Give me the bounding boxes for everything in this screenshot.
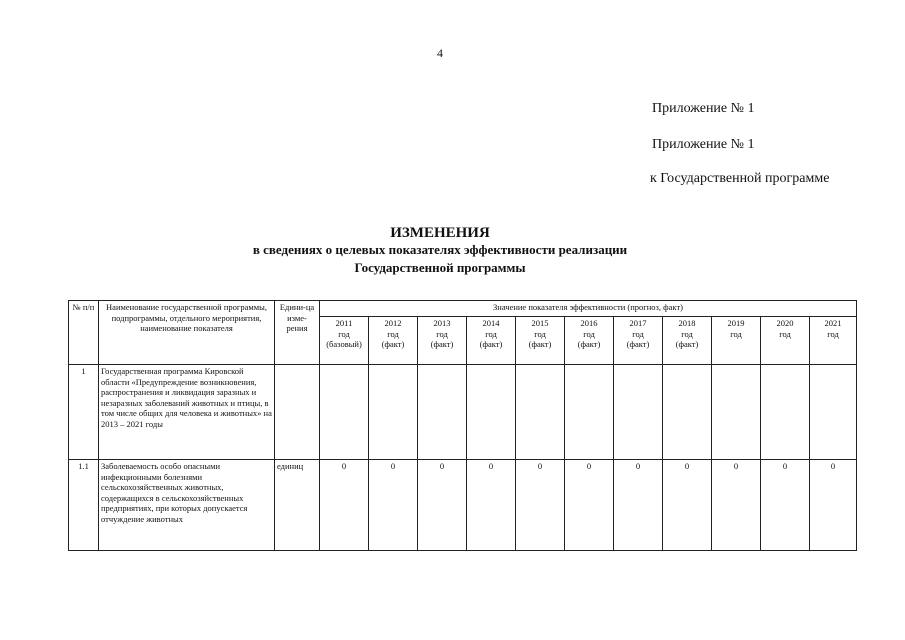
header-year-year: 2013 [433,318,451,328]
row-value [761,365,810,460]
row-value: 0 [369,460,418,551]
row-value [516,365,565,460]
header-year-2015 [516,317,565,365]
header-num: № п/п [69,301,99,365]
header-year-year: 2016 [580,318,598,328]
annex-line-3: к Государственной программе [650,171,830,186]
header-values-group: Значение показателя эффективности (прогноз, факт) [320,301,857,317]
header-year-sub2: (факт) [479,339,503,349]
header-year-2017 [614,317,663,365]
header-year-sub1: год [632,328,644,339]
header-year-year: 2014 [482,318,500,328]
header-year-sub1: год [485,328,497,339]
indicators-table [68,300,857,551]
header-year-sub1: год [387,328,399,339]
row-value: 0 [467,460,516,551]
header-year-sub1: год [779,328,791,339]
row-name: Государственная программа Кировской области «Предупреждение возникновения, распространения и ликвидация заразных и незаразных заболеваний животных и птицы, в том числе общих для человека и животных» на 2013 – 2021 годы [99,365,275,460]
row-name: Заболеваемость особо опасными инфекционными болезнями сельскохозяйственных животных, содержащихся в сельскохозяйственных предприятиях, при которых допускается отчуждение животных [99,460,275,551]
header-year-sub1: год [681,328,693,339]
row-value [810,365,857,460]
row-value: 0 [565,460,614,551]
header-year-sub2: (факт) [381,339,405,349]
header-year-sub1: год [730,328,742,339]
row-value: 0 [663,460,712,551]
row-value: 0 [810,460,857,551]
table-row [69,365,857,460]
row-value: 0 [516,460,565,551]
header-year-sub2: (факт) [675,339,699,349]
header-year-2013 [418,317,467,365]
row-value: 0 [614,460,663,551]
row-number: 1 [69,365,99,460]
annex-line-1: Приложение № 1 [652,101,755,116]
header-unit: Едини-ца изме-рения [275,301,320,365]
header-year-2019 [712,317,761,365]
document-subtitle-2: Государственной программы [354,260,526,275]
header-year-sub1: год [534,328,546,339]
header-year-year: 2012 [384,318,402,328]
header-year-2011 [320,317,369,365]
header-year-2016 [565,317,614,365]
header-year-year: 2011 [335,318,353,328]
row-number: 1.1 [69,460,99,551]
document-subtitle-1: в сведениях о целевых показателях эффективности реализации [252,242,628,257]
row-unit: единиц [275,460,320,551]
header-name: Наименование государственной программы, подпрограммы, отдельного мероприятия, наименование показателя [99,301,275,365]
row-value: 0 [712,460,761,551]
header-year-sub2: (факт) [528,339,552,349]
row-value [712,365,761,460]
header-year-year: 2020 [776,318,794,328]
header-year-2012 [369,317,418,365]
table-row [69,460,857,551]
header-year-sub1: год [583,328,595,339]
header-year-year: 2021 [824,318,842,328]
header-year-sub1: год [338,328,350,339]
row-unit [275,365,320,460]
row-value [467,365,516,460]
header-year-sub1: год [827,328,839,339]
document-title: ИЗМЕНЕНИЯ [390,225,490,241]
header-year-year: 2018 [678,318,696,328]
header-year-year: 2019 [727,318,745,328]
header-year-2020 [761,317,810,365]
row-value [320,365,369,460]
annex-line-2: Приложение № 1 [652,137,755,152]
row-value [663,365,712,460]
header-year-sub2: (факт) [577,339,601,349]
row-value: 0 [418,460,467,551]
row-value [418,365,467,460]
header-year-2018 [663,317,712,365]
header-year-sub2: (факт) [626,339,650,349]
header-year-sub2: (факт) [430,339,454,349]
row-value [614,365,663,460]
header-year-2014 [467,317,516,365]
header-year-year: 2015 [531,318,549,328]
page-number: 4 [437,46,443,60]
header-year-sub2: (базовый) [326,339,362,349]
header-year-year: 2017 [629,318,647,328]
row-value [565,365,614,460]
header-year-2021 [810,317,857,365]
row-value [369,365,418,460]
header-year-sub1: год [436,328,448,339]
row-value: 0 [761,460,810,551]
row-value: 0 [320,460,369,551]
